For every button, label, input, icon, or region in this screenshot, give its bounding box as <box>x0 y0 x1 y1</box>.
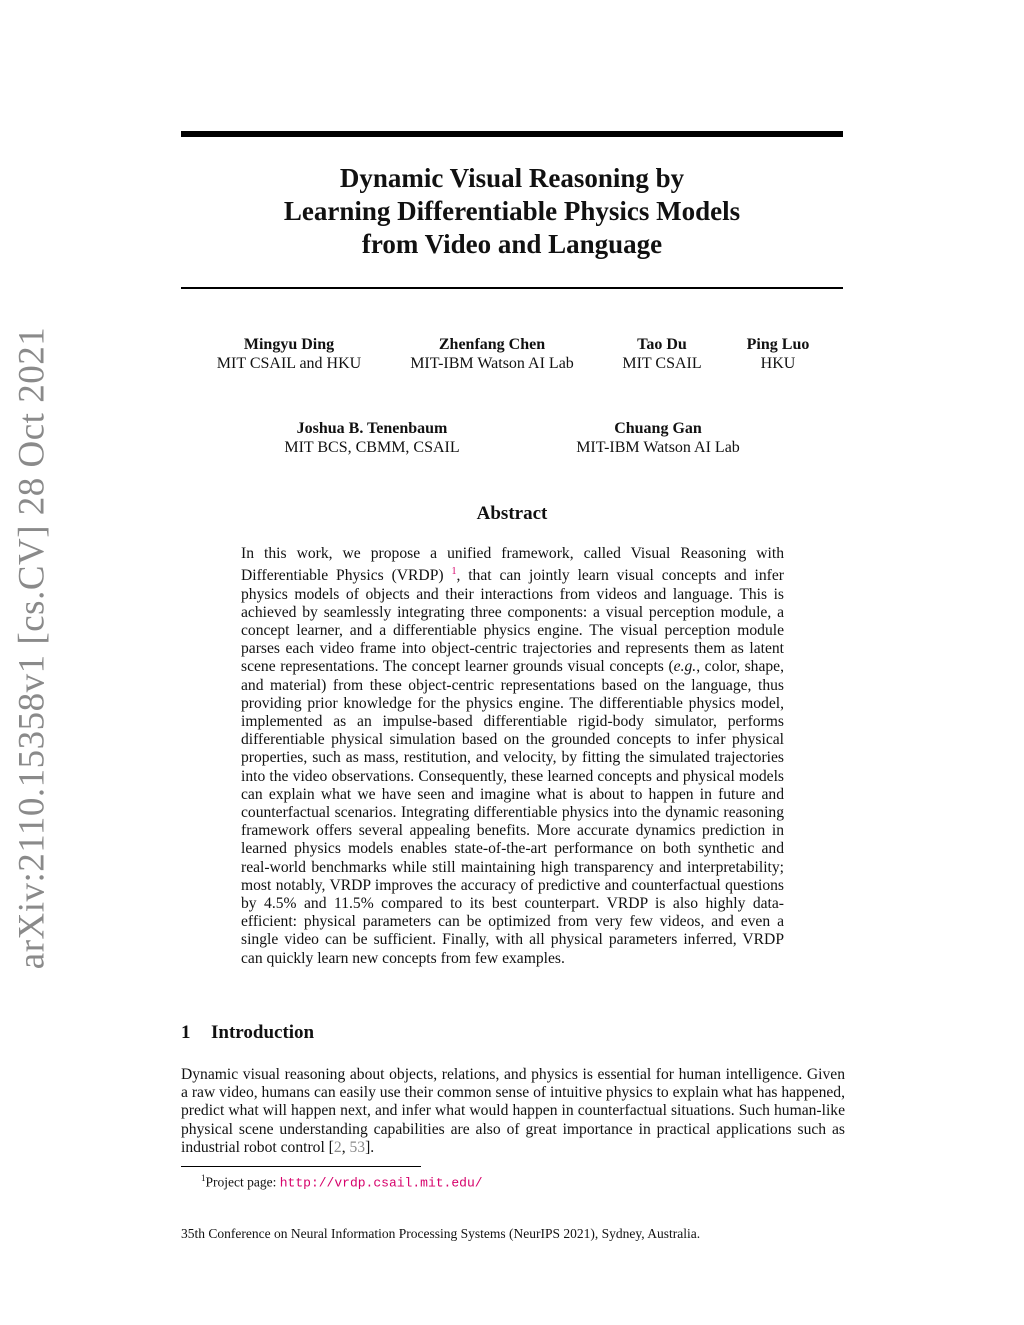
venue-note: 35th Conference on Neural Information Processing Systems (NeurIPS 2021), Sydney, Australia. <box>181 1226 701 1241</box>
intro-text: Dynamic visual reasoning about objects, relations, and physics is essential for human intelligence. Given a raw video, humans can easily use their common sense of intuitive physics to explain what has happened, predict what will happen next, and infer what would happen in counterfactual situations. Such human-like physical scene understanding capabilities are also of great importance in practical applications such as industrial robot control [ <box>181 1066 845 1156</box>
paper-title <box>181 162 843 261</box>
abstract-text: , that can jointly learn visual concepts and infer physics models of objects and their interactions from videos and language. This is achieved by seamlessly integrating three components: a visual perception module, a concept learner, and a differentiable physics engine. The visual perception module parses each video frame into object-centric trajectories and represents them as latent scene representations. The concept learner grounds visual concepts ( <box>241 567 784 676</box>
section-heading <box>181 1022 314 1044</box>
section-number: 1 <box>181 1022 191 1043</box>
project-page-link[interactable]: http://vrdp.csail.mit.edu/ <box>279 1175 483 1191</box>
author-name: Tao Du <box>637 336 687 353</box>
citation-separator: , <box>341 1138 350 1156</box>
intro-text-end: ]. <box>365 1138 375 1156</box>
author-block <box>622 335 701 373</box>
author-affiliation: MIT CSAIL and HKU <box>216 355 362 372</box>
author-block <box>217 335 361 373</box>
author-name: Joshua B. Tenenbaum <box>296 420 448 437</box>
author-block <box>576 419 740 457</box>
author-name: Ping Luo <box>746 336 810 353</box>
arxiv-stamp <box>0 326 64 969</box>
title-bottom-rule <box>181 287 843 289</box>
abstract-text-italic: e.g. <box>673 658 697 676</box>
footnote-link[interactable]: 1 <box>451 566 457 578</box>
author-block <box>284 419 459 457</box>
footnote-rule <box>181 1166 421 1167</box>
author-affiliation: MIT-IBM Watson AI Lab <box>576 439 740 456</box>
abstract-text: In this work, we propose a unified framework, called Visual Reasoning with Differentiable Physics (VRDP) <box>241 545 784 585</box>
author-name: Zhenfang Chen <box>438 336 546 353</box>
abstract-body <box>241 545 784 968</box>
title-line: Dynamic Visual Reasoning by <box>339 163 685 193</box>
author-affiliation: MIT-IBM Watson AI Lab <box>410 355 574 372</box>
author-affiliation: HKU <box>760 355 796 372</box>
title-line: from Video and Language <box>361 229 663 259</box>
citation-link[interactable]: 2 <box>333 1138 342 1156</box>
author-name: Chuang Gan <box>614 420 702 437</box>
section-title: Introduction <box>211 1022 315 1043</box>
footnote <box>201 1173 483 1191</box>
author-block <box>747 335 810 373</box>
arxiv-stamp-text: arXiv:2110.15358v1 [cs.CV] 28 Oct 2021 <box>11 326 53 969</box>
introduction-body <box>181 1066 845 1157</box>
footnote-label: Project page: <box>205 1174 280 1190</box>
author-block <box>410 335 574 373</box>
title-top-rule <box>181 131 843 137</box>
abstract-heading: Abstract <box>476 503 548 524</box>
author-affiliation: MIT BCS, CBMM, CSAIL <box>284 439 460 456</box>
author-name: Mingyu Ding <box>243 336 335 353</box>
abstract-text: , color, shape, and material) from these object-centric representations based on the language, thus providing prior knowledge for the physics engine. The differentiable physics model, implemented as an impulse-based differentiable rigid-body simulator, performs differentiable physical simulation based on the grounded concepts to infer physical properties, such as mass, restitution, and velocity, by fitting the simulated trajectories into the video observations. Consequently, these learned concepts and physical models can explain what we have seen and imagine what is about to happen in future and counterfactual scenarios. Integrating differentiable physics into the dynamic reasoning framework offers several appealing benefits. More accurate dynamics prediction in learned physics models enables state-of-the-art performance on both synthetic and real-world benchmarks while still maintaining high transparency and interpretability; most notably, VRDP improves the accuracy of predictive and counterfactual questions by 4.5% and 11.5% compared to its best counterpart. VRDP is also highly data-efficient: physical parameters can be optimized from very few videos, and even a single video can be sufficient. Finally, with all physical parameters inferred, VRDP can quickly learn new concepts from few examples. <box>241 658 784 967</box>
footnote-mark: 1 <box>201 1173 206 1183</box>
citation-link[interactable]: 53 <box>349 1138 366 1156</box>
author-affiliation: MIT CSAIL <box>622 355 702 372</box>
title-line: Learning Differentiable Physics Models <box>283 196 741 226</box>
